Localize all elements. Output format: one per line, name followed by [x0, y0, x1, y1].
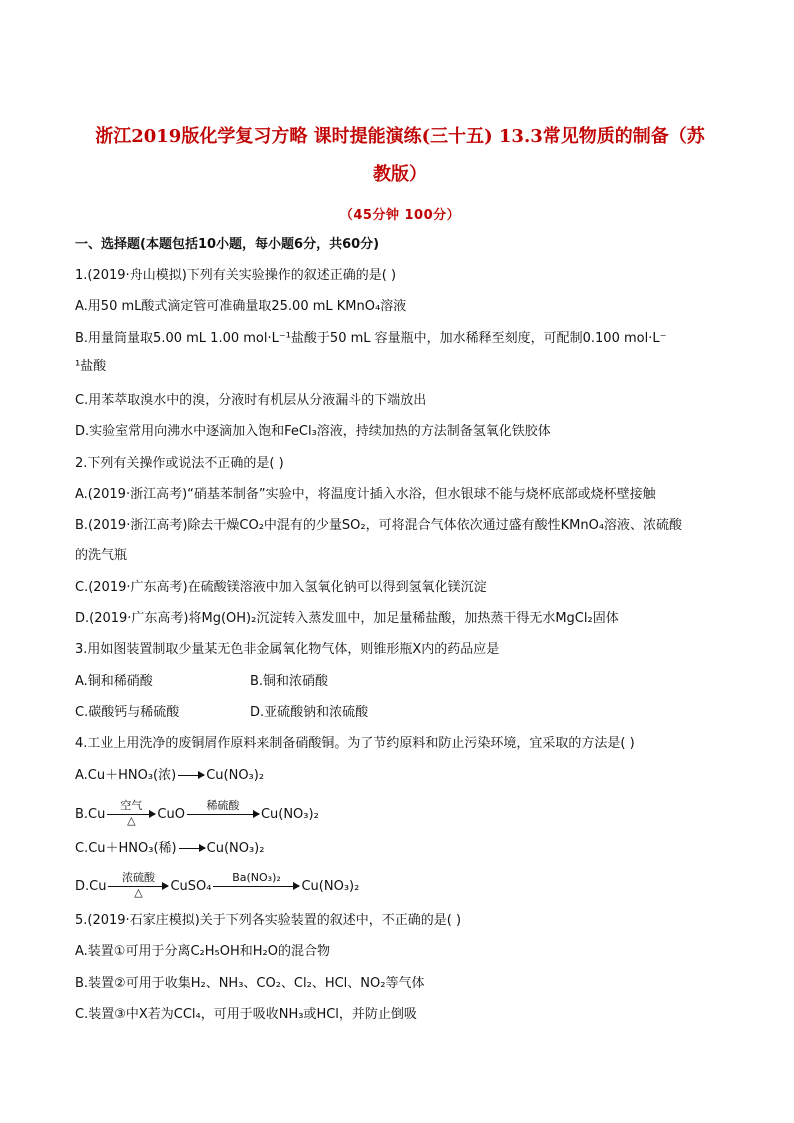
q5-option-b: B.装置②可用于收集H₂、NH₃、CO₂、Cl₂、HCl、NO₂等气体 — [75, 976, 425, 991]
q4-b-arrow1-condition: 空气 — [120, 799, 143, 812]
document-title-line1: 浙江2019版化学复习方略 课时提能演练(三十五) 13.3常见物质的制备（苏 — [95, 126, 705, 147]
reaction-arrow-icon — [107, 799, 155, 827]
q5-option-c: C.装置③中X若为CCl₄，可用于吸收NH₃或HCl，并防止倒吸 — [75, 1007, 417, 1022]
q1-option-a: A.用50 mL酸式滴定管可准确量取25.00 mL KMnO₄溶液 — [75, 299, 407, 314]
reaction-arrow-icon — [187, 799, 259, 815]
q3-stem: 3.用如图装置制取少量某无色非金属氧化物气体，则锥形瓶X内的药品应是 — [75, 642, 500, 657]
q4-option-c — [75, 840, 264, 858]
reaction-arrow-icon — [108, 871, 168, 899]
q3-option-c: C.碳酸钙与稀硫酸 — [75, 705, 180, 720]
q1-stem: 1.(2019·舟山模拟)下列有关实验操作的叙述正确的是( ) — [75, 268, 397, 283]
q3-option-b: B.铜和浓硝酸 — [250, 674, 329, 689]
q4-a-reactants: A.Cu＋HNO₃(浓) — [75, 768, 177, 783]
q4-d-intermediate: CuSO₄ — [170, 879, 212, 894]
q2-stem: 2.下列有关操作或说法不正确的是( ) — [75, 456, 284, 471]
q2-option-b-line2: 的洗气瓶 — [75, 548, 128, 563]
q4-a-product: Cu(NO₃)₂ — [206, 768, 265, 783]
section-heading: 一、选择题(本题包括10小题，每小题6分，共60分) — [75, 237, 380, 252]
time-score-subtitle: （45分钟 100分） — [339, 208, 461, 223]
q4-b-product: Cu(NO₃)₂ — [260, 807, 319, 822]
q4-d-arrow1-condition: 浓硫酸 — [121, 871, 155, 884]
q1-option-c: C.用苯萃取溴水中的溴，分液时有机层从分液漏斗的下端放出 — [75, 393, 427, 408]
q3-option-d: D.亚硫酸钠和浓硫酸 — [250, 705, 369, 720]
q4-b-start: B.Cu — [75, 807, 106, 822]
q4-d-arrow2-condition: Ba(NO₃)₂ — [232, 871, 281, 884]
q3-option-a: A.铜和稀硝酸 — [75, 674, 153, 689]
q1-option-b-line1: B.用量筒量取5.00 mL 1.00 mol·L⁻¹盐酸于50 mL 容量瓶中，加水稀释至刻度，可配制0.100 mol·L⁻ — [75, 331, 667, 346]
q4-option-d — [75, 871, 360, 899]
reaction-arrow-icon — [178, 775, 204, 776]
q2-option-c: C.(2019·广东高考)在硫酸镁溶液中加入氢氧化钠可以得到氢氧化镁沉淀 — [75, 580, 487, 595]
document-title-line2: 教版） — [373, 164, 427, 185]
q1-option-d: D.实验室常用向沸水中逐滴加入饱和FeCl₃溶液，持续加热的方法制备氢氧化铁胶体 — [75, 424, 551, 439]
q4-d-start: D.Cu — [75, 879, 107, 894]
q4-d-arrow1-heat: △ — [134, 886, 143, 899]
q2-option-a: A.(2019·浙江高考)“硝基苯制备”实验中，将温度计插入水浴，但水银球不能与烧杯底部或烧杯壁接触 — [75, 487, 656, 502]
q4-d-product: Cu(NO₃)₂ — [301, 879, 360, 894]
q2-option-d: D.(2019·广东高考)将Mg(OH)₂沉淀转入蒸发皿中，加足量稀盐酸，加热蒸干得无水MgCl₂固体 — [75, 611, 619, 626]
q5-option-a: A.装置①可用于分离C₂H₅OH和H₂O的混合物 — [75, 944, 330, 959]
reaction-arrow-icon — [179, 848, 205, 849]
q4-b-intermediate: CuO — [157, 807, 185, 822]
q4-stem: 4.工业上用洗净的废铜屑作原料来制备硝酸铜。为了节约原料和防止污染环境，宜采取的方法是( ) — [75, 736, 635, 751]
q4-b-arrow1-heat: △ — [127, 814, 136, 827]
q4-b-arrow2-condition: 稀硫酸 — [206, 799, 240, 812]
q1-option-b-line2: ¹盐酸 — [75, 359, 107, 374]
reaction-arrow-icon — [213, 871, 299, 887]
q4-c-product: Cu(NO₃)₂ — [206, 841, 265, 856]
q4-option-b — [75, 799, 319, 827]
q4-c-reactants: C.Cu＋HNO₃(稀) — [75, 841, 177, 856]
q4-option-a — [75, 767, 264, 785]
q2-option-b-line1: B.(2019·浙江高考)除去干燥CO₂中混有的少量SO₂，可将混合气体依次通过盛有酸性KMnO₄溶液、浓硫酸 — [75, 518, 683, 533]
q5-stem: 5.(2019·石家庄模拟)关于下列各实验装置的叙述中，不正确的是( ) — [75, 913, 462, 928]
